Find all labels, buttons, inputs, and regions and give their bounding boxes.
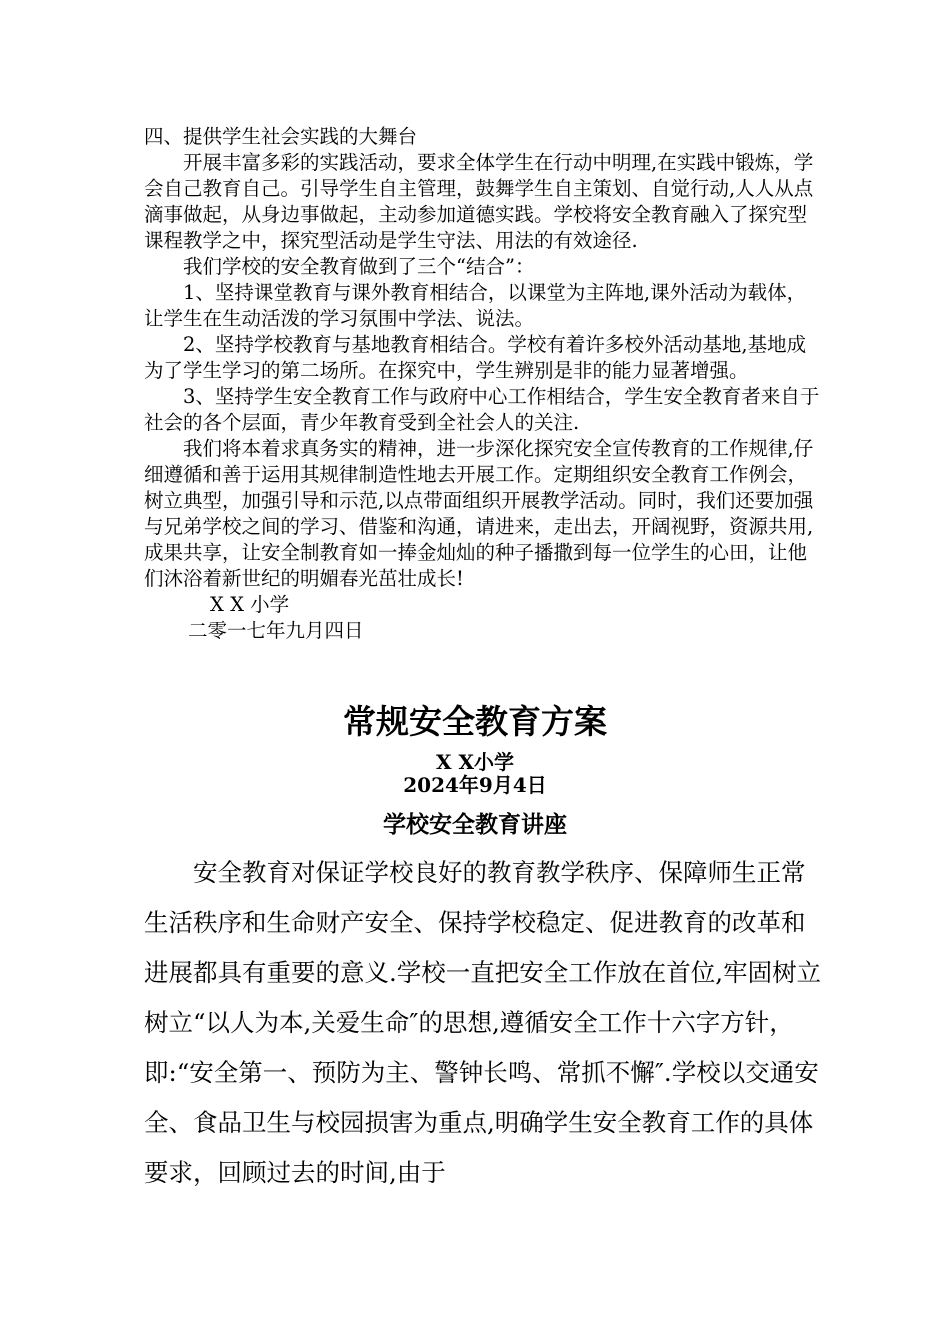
paragraph-conclusion: 我们将本着求真务实的精神，进一步深化探究安全宣传教育的工作规律,仔细遵循和善于运用其规律制造性地去开展工作。定期组织安全教育工作例会，树立典型，加强引导和示范,以点带面组织开展教学活动。同时，我们还要加强与兄弟学校之间的学习、借鉴和沟通，请进来，走出去，开阔视野，资源共用,成果共享，让安全制教育如一捧金灿灿的种子播撒到每一位学生的心田，让他们沐浴着新世纪的明媚春光茁壮成长! bbox=[144, 437, 814, 590]
school-name: X X小学 bbox=[436, 750, 514, 774]
lecture-body: 安全教育对保证学校良好的教育教学秩序、保障师生正常生活秩序和生命财产安全、保持学校稳定、促进教育的改革和进展都具有重要的意义.学校一直把安全工作放在首位,牢固树立树立“以人为本,关爱生命″的思想,遵循安全工作十六字方针，即:“安全第一、预防为主、警钟长鸣、常抓不懈″.学校以交通安全、食品卫生与校园损害为重点,明确学生安全教育工作的具体要求，回顾过去的时间,由于 bbox=[144, 858, 822, 1187]
lecture-heading: 学校安全教育讲座 bbox=[383, 811, 567, 838]
paragraph-combination-3: 3、坚持学生安全教育工作与政府中心工作相结合，学生安全教育者来自于社会的各个层面，青少年教育受到全社会人的关注. bbox=[144, 385, 820, 434]
section-heading: 四、提供学生社会实践的大舞台 bbox=[144, 125, 418, 148]
section-practice bbox=[144, 124, 824, 644]
paragraph-combination-1: 1、坚持课堂教育与课外教育相结合，以课堂为主阵地,课外活动为载体，让学生在生动活泼的学习氛围中学法、说法。 bbox=[144, 281, 807, 330]
document-date: 2024年9月4日 bbox=[403, 773, 547, 797]
paragraph-combination-2: 2、坚持学校教育与基地教育相结合。学校有着许多校外活动基地,基地成为了学生学习的第二场所。在探究中，学生辨别是非的能力显著增强。 bbox=[144, 333, 807, 382]
paragraph-practice: 开展丰富多彩的实践活动，要求全体学生在行动中明理,在实践中锻炼，学会自己教育自己。引导学生自主管理，鼓舞学生自主策划、自觉行动,人人从点滴事做起，从身边事做起，主动参加道德实践。学校将安全教育融入了探究型课程教学之中，探究型活动是学生守法、用法的有效途径. bbox=[144, 151, 814, 252]
signature-school: X X 小学 bbox=[210, 593, 290, 616]
document-title: 常规安全教育方案 bbox=[343, 702, 607, 741]
paragraph-three-combinations: 我们学校的安全教育做到了三个“结合”： bbox=[183, 255, 535, 278]
signature-date: 二零一七年九月四日 bbox=[188, 619, 364, 642]
